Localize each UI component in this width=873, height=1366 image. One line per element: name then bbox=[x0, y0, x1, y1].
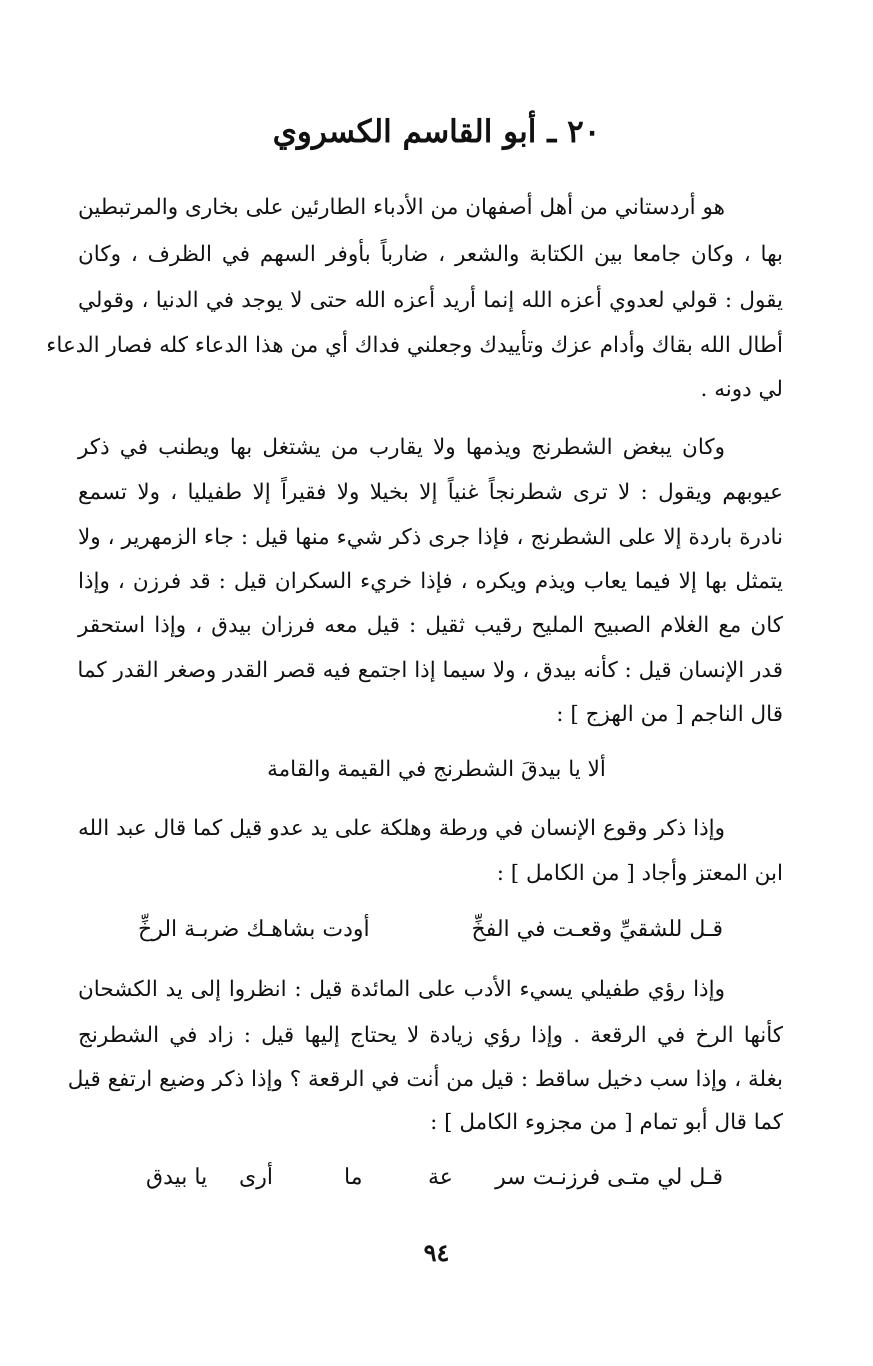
verse-line: ألا يا بيدقَ الشطرنج في القيمة والقامة bbox=[267, 757, 606, 782]
text-line: بها ، وكان جامعا بين الكتابة والشعر ، ضارباً بأوفر السهم في الظرف ، وكان bbox=[78, 242, 783, 267]
text-line: وكان يبغض الشطرنج ويذمها ولا يقارب من يشتغل بها ويطنب في ذكر bbox=[78, 435, 725, 460]
text-line: قدر الإنسان قيل : كأنه بيدق ، ولا سيما إذا اجتمع فيه قصر القدر وصغر القدر كما bbox=[77, 658, 783, 683]
chapter-title: ٢٠ ـ أبو القاسم الكسروي bbox=[272, 114, 601, 150]
verse-word: أرى bbox=[239, 1165, 273, 1190]
text-line: قال الناجم [ من الهزج ] : bbox=[556, 702, 783, 727]
verse-word: يا بيدق bbox=[146, 1165, 208, 1190]
text-line: كما قال أبو تمام [ من مجزوء الكامل ] : bbox=[430, 1110, 783, 1135]
text-line: يقول : قولي لعدوي أعزه الله إنما أريد أعزه الله حتى لا يوجد في الدنيا ، وقولي bbox=[78, 288, 783, 313]
text-line: لي دونه . bbox=[700, 377, 783, 402]
text-line: كأنها الرخ في الرقعة . وإذا رؤي زيادة لا يحتاج إليها قيل : زاد في الشطرنج bbox=[78, 1023, 783, 1048]
text-line: نادرة باردة إلا على الشطرنج ، فإذا جرى ذكر شيء منها قيل : جاء الزمهرير ، ولا bbox=[78, 525, 783, 550]
text-line: بغلة ، وإذا سب دخيل ساقط : قيل من أنت في الرقعة ؟ وإذا ذكر وضيع ارتفع قيل bbox=[67, 1067, 783, 1092]
text-line: ابن المعتز وأجاد [ من الكامل ] : bbox=[496, 861, 783, 886]
verse-word: ما bbox=[344, 1165, 363, 1190]
verse-word: عة bbox=[428, 1165, 453, 1190]
text-line: يتمثل بها إلا فيما يعاب ويذم ويكره ، فإذا خريء السكران قيل : قد فرزن ، وإذا bbox=[78, 569, 783, 594]
verse-first-hemistich: قـل للشقيِّ وقعـت في الفخِّ bbox=[471, 917, 723, 942]
verse-second-hemistich: أودت بشاهـك ضربـة الرخِّ bbox=[138, 917, 370, 942]
text-line: وإذا ذكر وقوع الإنسان في ورطة وهلكة على يد عدو قيل كما قال عبد الله bbox=[78, 816, 725, 841]
page-number: ٩٤ bbox=[423, 1238, 450, 1267]
text-line: وإذا رؤي طفيلي يسيء الأدب على المائدة قيل : انظروا إلى يد الكشحان bbox=[78, 977, 725, 1002]
text-line: أطال الله بقاك وأدام عزك وتأييدك وجعلني فداك أي من هذا الدعاء كله فصار الدعاء bbox=[46, 333, 783, 358]
text-line: هو أردستاني من أهل أصفهان من الأدباء الطارئين على بخارى والمرتبطين bbox=[78, 195, 725, 220]
text-line: عيوبهم ويقول : لا ترى شطرنجاً غنياً إلا بخيلا ولا فقيراً إلا طفيليا ، ولا تسمع bbox=[78, 480, 783, 505]
verse-word: قـل لي متـى فرزنـت سر bbox=[495, 1165, 723, 1190]
text-line: كان مع الغلام الصبيح المليح رقيب ثقيل : قيل معه فرزان بيدق ، وإذا استحقر bbox=[78, 613, 783, 638]
